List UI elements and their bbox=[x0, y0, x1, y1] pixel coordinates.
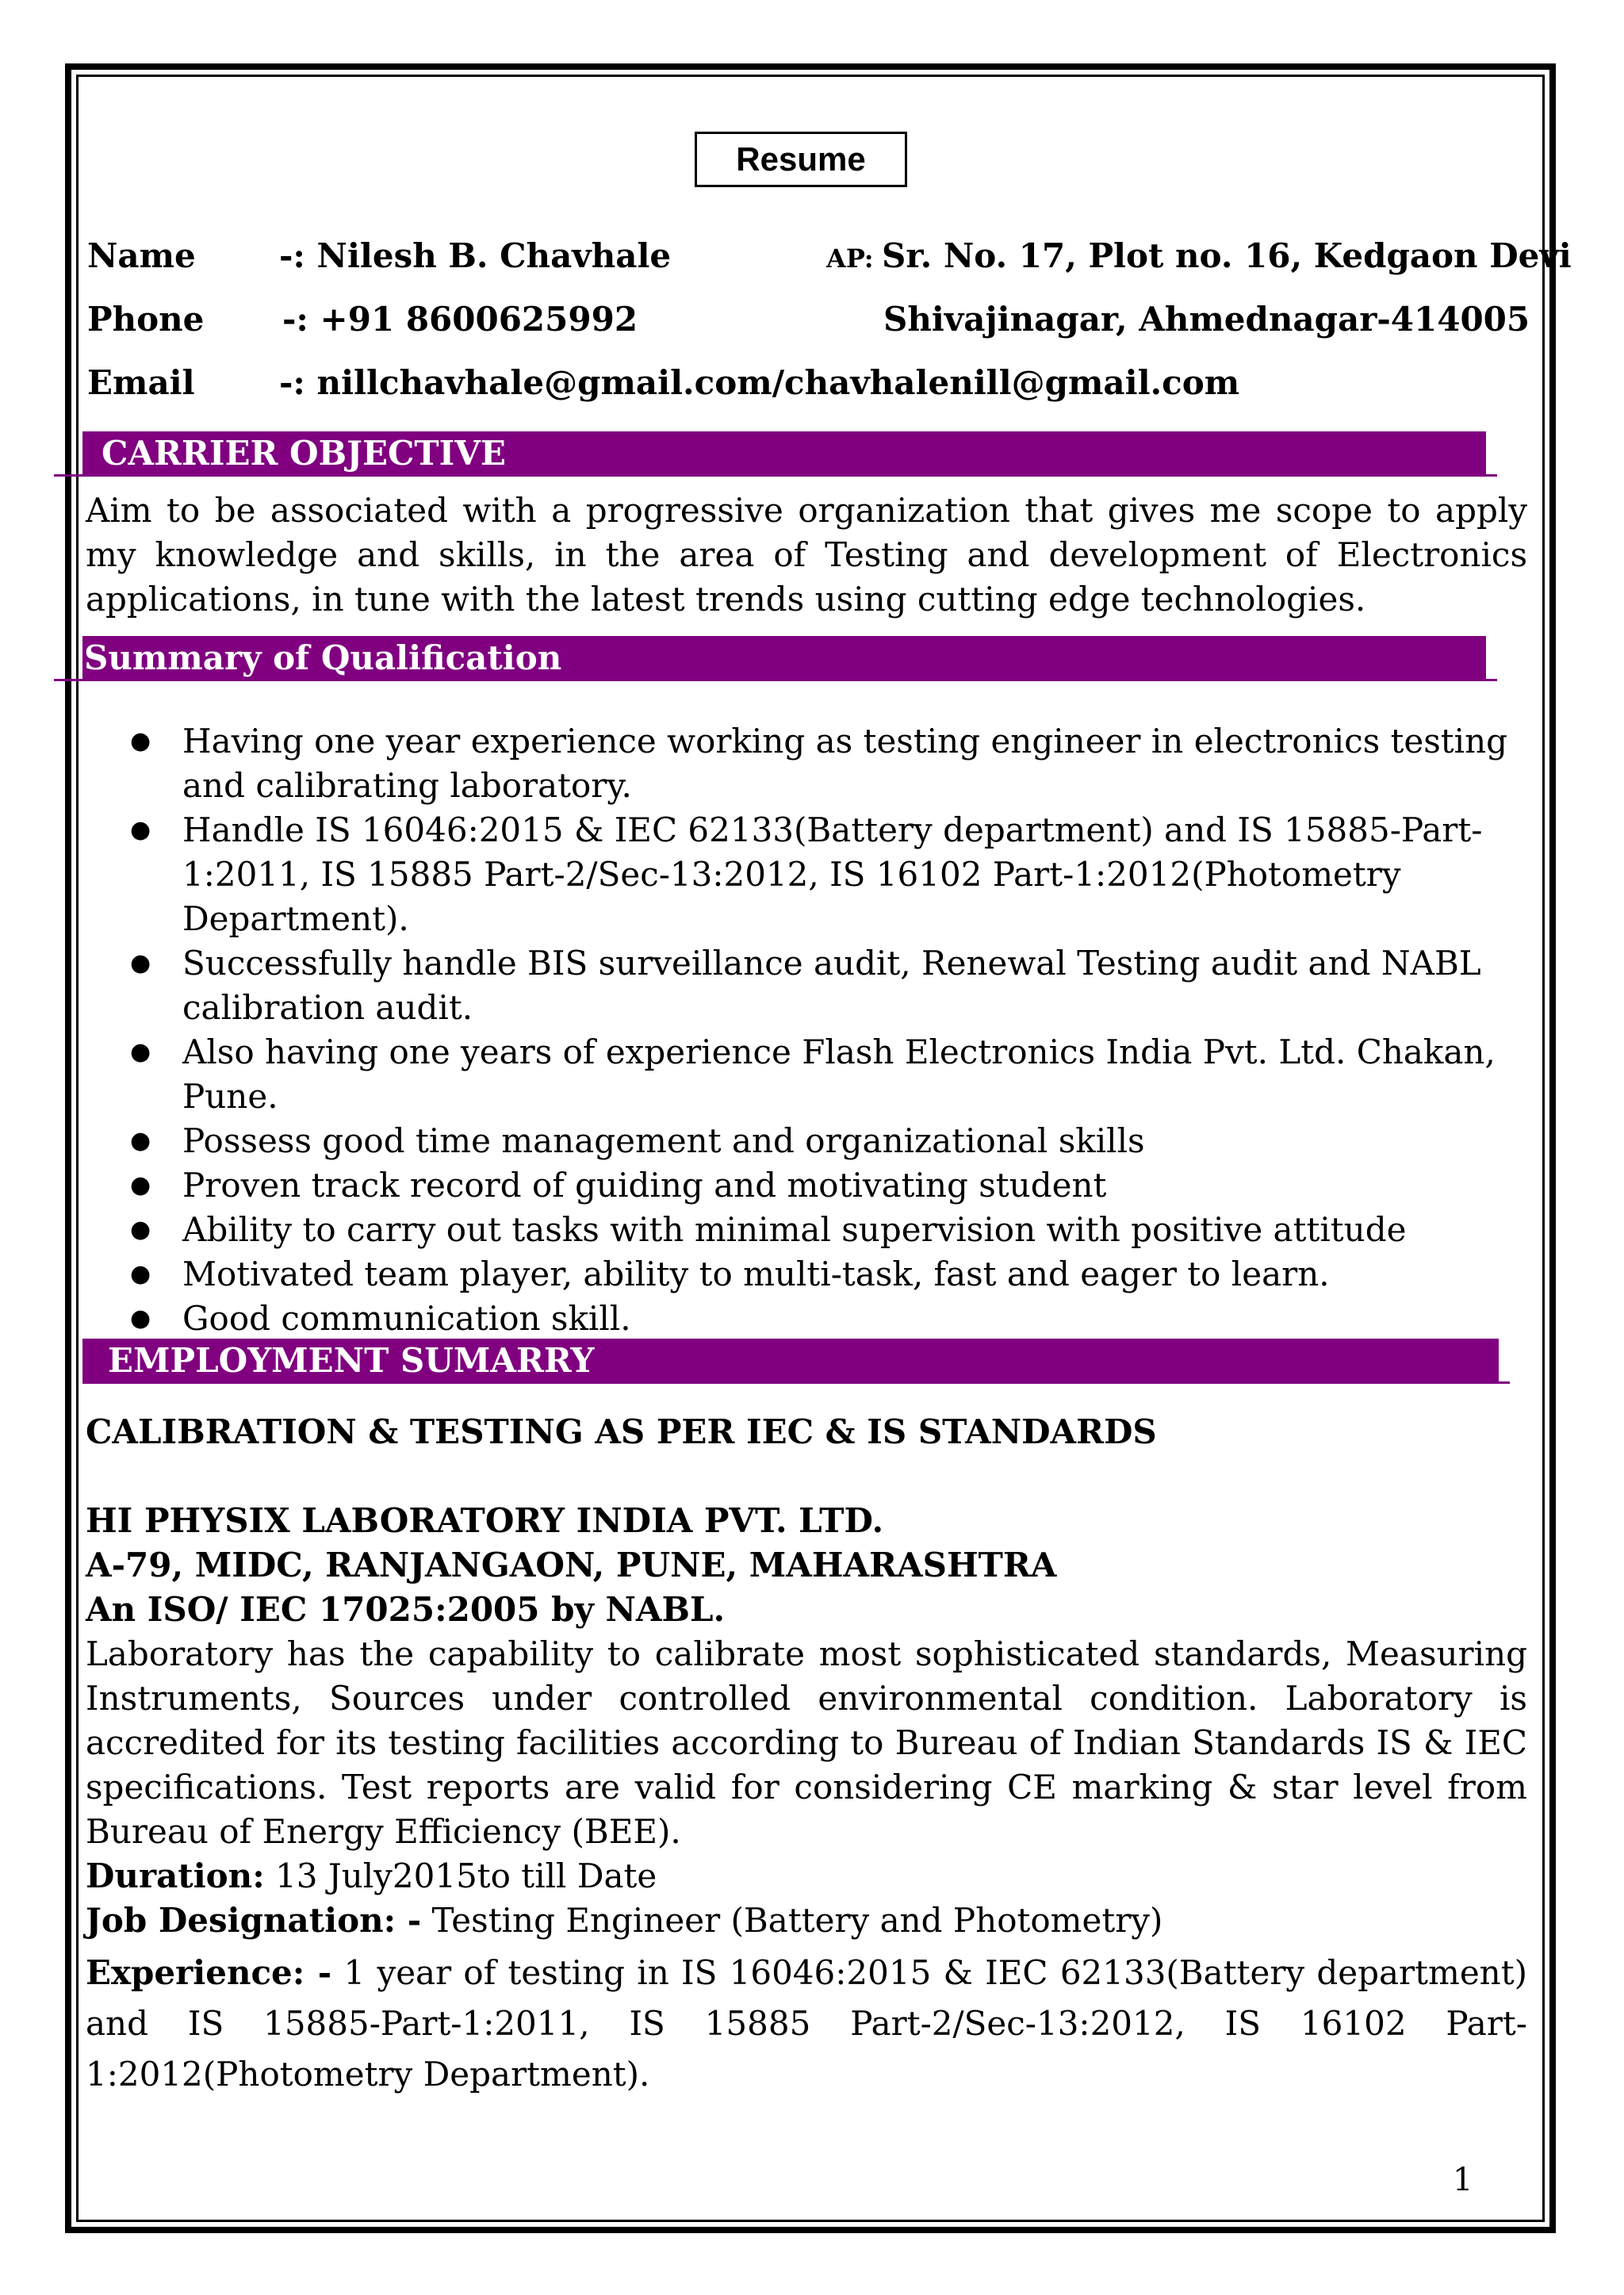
section-heading-employment: EMPLOYMENT SUMARRY bbox=[82, 1339, 1499, 1383]
experience-value: 1 year of testing in IS 16046:2015 & IEC 62133(Battery department) and IS 15885-Part-1:2011, IS 15885 Part-2/Sec-13:2012, IS 16102 Part-1:2012(Photometry Department). bbox=[86, 1953, 1527, 2094]
experience-label: Experience: - bbox=[86, 1953, 332, 1992]
list-item bbox=[86, 719, 1529, 808]
bullet-icon: ● bbox=[130, 1305, 151, 1332]
section-underline bbox=[54, 679, 1497, 681]
designation-line bbox=[86, 1898, 1162, 1943]
designation-label: Job Designation: - bbox=[86, 1901, 422, 1940]
section-underline bbox=[54, 474, 1497, 477]
duration-value: 13 July2015to till Date bbox=[264, 1856, 657, 1895]
list-item-text: Successfully handle BIS surveillance audit, Renewal Testing audit and NABL calibration audit. bbox=[182, 944, 1481, 1027]
objective-text: Aim to be associated with a progressive organization that gives me scope to apply my knowledge and skills, in the area of Testing and development of Electronics applications, in tune with the latest trends using cutting edge technologies. bbox=[86, 491, 1527, 619]
bullet-icon: ● bbox=[130, 1038, 151, 1066]
page-number: 1 bbox=[1453, 2162, 1473, 2198]
bullet-icon: ● bbox=[130, 1171, 151, 1199]
bullet-icon: ● bbox=[130, 1127, 151, 1155]
phone-value: -: +91 8600625992 bbox=[282, 300, 638, 339]
bullet-icon: ● bbox=[130, 1260, 151, 1288]
list-item bbox=[86, 1163, 1529, 1208]
address-label: AP: bbox=[826, 243, 874, 274]
list-item bbox=[86, 941, 1529, 1030]
list-item bbox=[86, 1208, 1529, 1252]
company-name: HI PHYSIX LABORATORY INDIA PVT. LTD. bbox=[86, 1501, 884, 1540]
name-label: Name bbox=[87, 236, 196, 275]
list-item-text: Motivated team player, ability to multi-task, fast and eager to learn. bbox=[182, 1255, 1330, 1293]
phone-label: Phone bbox=[87, 300, 205, 339]
address-line-1: Sr. No. 17, Plot no. 16, Kedgaon Devi bbox=[882, 236, 1572, 275]
bullet-icon: ● bbox=[130, 727, 151, 755]
designation-value: Testing Engineer (Battery and Photometry) bbox=[421, 1901, 1163, 1940]
section-heading-qualification: Summary of Qualification bbox=[82, 636, 1486, 680]
section-heading-objective: CARRIER OBJECTIVE bbox=[82, 431, 1486, 476]
experience-text bbox=[86, 1948, 1527, 2100]
list-item-text: Proven track record of guiding and motivating student bbox=[182, 1166, 1107, 1205]
qualification-list bbox=[86, 719, 1529, 1341]
list-item bbox=[86, 1297, 1529, 1341]
company-accreditation: An ISO/ IEC 17025:2005 by NABL. bbox=[86, 1590, 726, 1629]
duration-label: Duration: bbox=[86, 1856, 265, 1895]
company-description: Laboratory has the capability to calibrate most sophisticated standards, Measuring Instruments, Sources under controlled environmental condition. Laboratory is accredited for its testing facilities according to Bureau of Indian Standards IS & IEC specifications. Test reports are valid for considering CE marking & star level from Bureau of Energy Efficiency (BEE). bbox=[86, 1634, 1527, 1851]
bullet-icon: ● bbox=[130, 816, 151, 844]
address-line-2: Shivajinagar, Ahmednagar-414005 bbox=[883, 300, 1530, 339]
company-address: A-79, MIDC, RANJANGAON, PUNE, MAHARASHTRA bbox=[86, 1546, 1057, 1584]
list-item-text: Good communication skill. bbox=[182, 1299, 631, 1338]
list-item-text: Also having one years of experience Flash Electronics India Pvt. Ltd. Chakan, Pune. bbox=[182, 1033, 1496, 1116]
email-label: Email bbox=[87, 363, 195, 402]
list-item bbox=[86, 1119, 1529, 1163]
section-underline bbox=[82, 1381, 1510, 1384]
list-item-text: Handle IS 16046:2015 & IEC 62133(Battery department) and IS 15885-Part-1:2011, IS 15885 Part-2/Sec-13:2012, IS 16102 Part-1:2012(Photometry Department). bbox=[182, 810, 1483, 938]
employment-subheading: CALIBRATION & TESTING AS PER IEC & IS STANDARDS bbox=[86, 1412, 1157, 1451]
list-item bbox=[86, 1252, 1529, 1297]
list-item bbox=[86, 808, 1529, 941]
bullet-icon: ● bbox=[130, 1216, 151, 1243]
bullet-icon: ● bbox=[130, 949, 151, 977]
list-item-text: Ability to carry out tasks with minimal supervision with positive attitude bbox=[182, 1210, 1407, 1249]
list-item bbox=[86, 1030, 1529, 1119]
duration-line bbox=[86, 1854, 657, 1898]
list-item-text: Possess good time management and organizational skills bbox=[182, 1121, 1145, 1160]
name-value: -: Nilesh B. Chavhale bbox=[279, 236, 672, 275]
resume-title: Resume bbox=[695, 132, 907, 187]
email-value: -: nillchavhale@gmail.com/chavhalenill@gmail.com bbox=[279, 363, 1240, 402]
list-item-text: Having one year experience working as testing engineer in electronics testing and calibrating laboratory. bbox=[182, 722, 1508, 805]
